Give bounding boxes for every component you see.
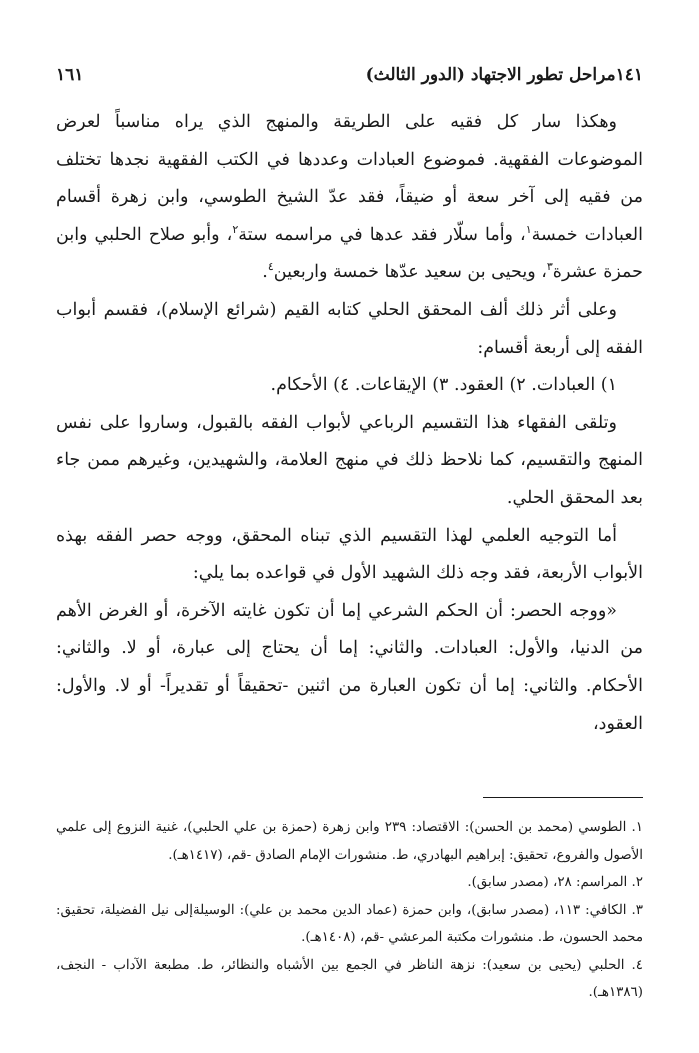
footnotes bbox=[56, 814, 643, 1007]
footnote-divider bbox=[483, 797, 643, 798]
running-title: ١٤١مراحل تطور الاجتهاد (الدور الثالث) bbox=[365, 65, 643, 85]
footnote-1: ١. الطوسي (محمد بن الحسن): الاقتصاد: ٢٣٩ وابن زهرة (حمزة بن علي الحلبي)، غنية النزوع إلى علمي الأصول والفروع، تحقيق: إبراهيم البهادري، ط. منشورات الإمام الصادق -قم، (١٤١٧هـ). bbox=[56, 820, 643, 863]
footnote-ref[interactable]: ١ bbox=[525, 222, 532, 236]
footnote-4: ٤. الحلبي (يحيى بن سعيد): نزهة الناظر في الجمع بين الأشباه والنظائر، ط. مطبعة الآداب - النجف، (١٣٨٦هـ). bbox=[56, 957, 643, 1000]
page-number: ١٦١ bbox=[56, 65, 84, 85]
paragraph: وعلى أثر ذلك ألف المحقق الحلي كتابه القيم (شرائع الإسلام)، فقسم أبواب الفقه إلى أربعة أقسام: bbox=[56, 299, 643, 358]
footnote-ref[interactable]: ٢ bbox=[232, 222, 239, 236]
quotation: «ووجه الحصر: أن الحكم الشرعي إما أن تكون غايته الآخرة، أو الغرض الأهم من الدنيا، والأول: العبادات. والثاني: إما أن يحتاج إلى عبارة، أو لا. والثاني: الأحكام. والثاني: إما أن تكون العبارة من اثنين -تحقيقاً أو تقديراً- أو لا. والأول: العقود، bbox=[56, 600, 643, 734]
page-header bbox=[56, 60, 643, 90]
footnote-2: ٢. المراسم: ٢٨، (مصدر سابق). bbox=[467, 875, 643, 890]
footnote-3: ٣. الكافي: ١١٣، (مصدر سابق)، وابن حمزة (عماد الدين محمد بن علي): الوسيلةإلى نيل الفضيلة، تحقيق: محمد الحسون، ط. منشورات مكتبة المرعشي -قم، (١٤٠٨هـ). bbox=[56, 902, 643, 945]
list-line: ١) العبادات. ٢) العقود. ٣) الإيقاعات. ٤) الأحكام. bbox=[270, 375, 617, 396]
paragraph: وتلقى الفقهاء هذا التقسيم الرباعي لأبواب الفقه بالقبول، وساروا على نفس المنهج والتقسيم، كما نلاحظ ذلك في منهج العلامة، والشهيدين، وغيرهم ممن جاء بعد المحقق الحلي. bbox=[56, 412, 643, 508]
main-text bbox=[56, 104, 643, 743]
footnote-ref[interactable]: ٣ bbox=[546, 260, 553, 274]
footnote-ref[interactable]: ٤ bbox=[267, 260, 274, 274]
paragraph: وهكذا سار كل فقيه على الطريقة والمنهج الذي يراه مناسباً لعرض الموضوعات الفقهية. فموضوع العبادات وعددها في الكتب الفقهية نجدها تختلف من فقيه إلى آخر سعة أو ضيقاً، فقد عدّ الشيخ الطوسي، وابن زهرة أقسام العبادات خمسة$^١$، وأما سلّار فقد عدها في مراسمه ستة$^٢$، وأبو صلاح الحلبي وابن حمزة عشرة$^٣$، ويحيى بن سعيد عدّها خمسة واربعين$^٤$. bbox=[56, 112, 643, 283]
paragraph: أما التوجيه العلمي لهذا التقسيم الذي تبناه المحقق، ووجه حصر الفقه بهذه الأبواب الأربعة، فقد وجه ذلك الشهيد الأول في قواعده بما يلي: bbox=[56, 525, 643, 584]
